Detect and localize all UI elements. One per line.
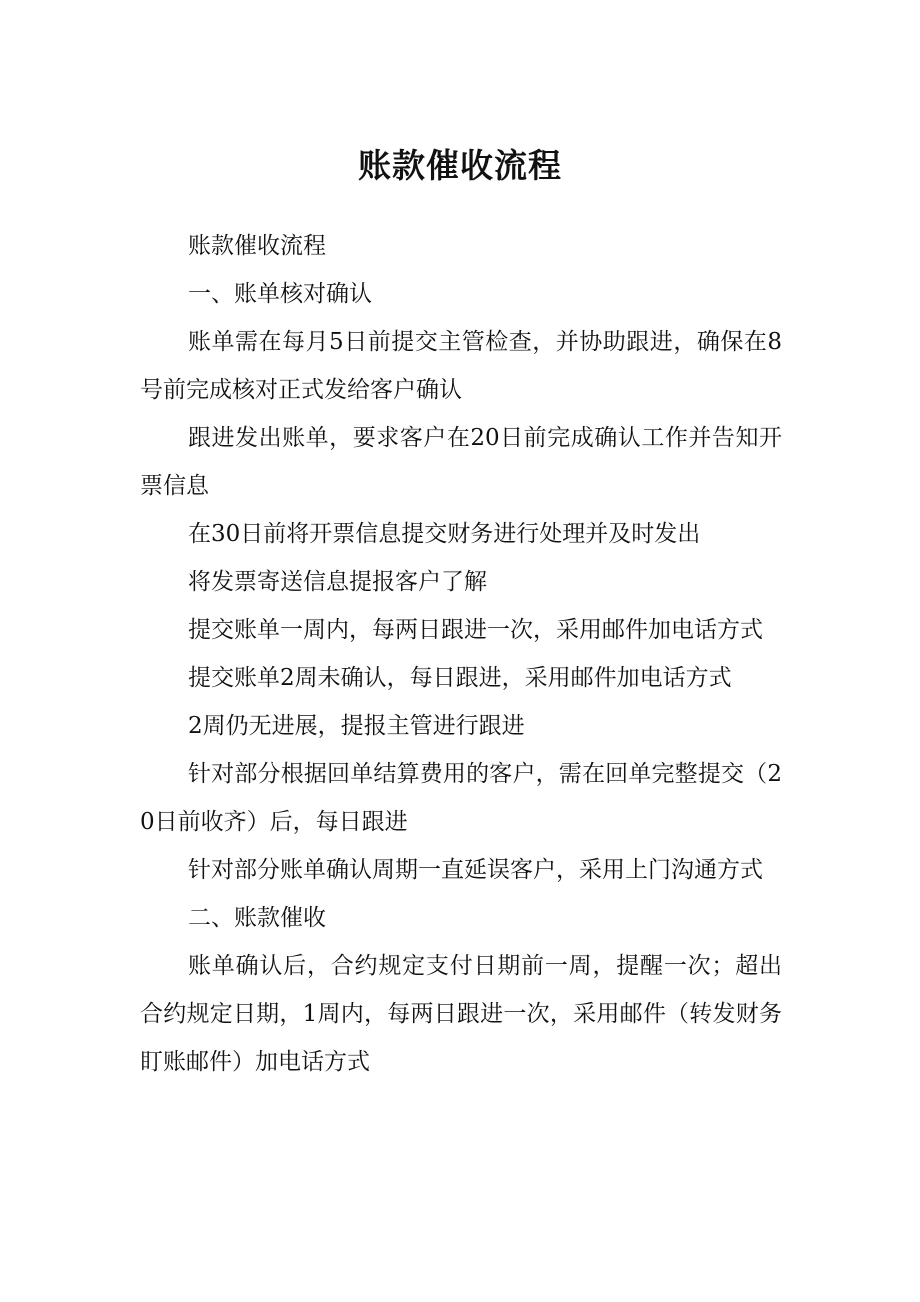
paragraph: 针对部分根据回单结算费用的客户，需在回单完整提交（20日前收齐）后，每日跟进 — [140, 761, 782, 835]
paragraph: 提交账单一周内，每两日跟进一次，采用邮件加电话方式 — [188, 617, 763, 643]
paragraph-heading: 账款催收流程 — [188, 233, 326, 259]
section-heading-1: 一、账单核对确认 — [188, 281, 372, 307]
section-heading-2: 二、账款催收 — [188, 905, 326, 931]
document-body — [140, 222, 782, 1086]
document-title: 账款催收流程 — [358, 146, 562, 185]
paragraph: 提交账单2周未确认，每日跟进，采用邮件加电话方式 — [188, 665, 732, 691]
paragraph: 跟进发出账单，要求客户在20日前完成确认工作并告知开票信息 — [140, 425, 782, 499]
paragraph: 账单需在每月5日前提交主管检查，并协助跟进，确保在8号前完成核对正式发给客户确认 — [140, 329, 782, 403]
paragraph: 将发票寄送信息提报客户了解 — [188, 569, 487, 595]
paragraph: 针对部分账单确认周期一直延误客户，采用上门沟通方式 — [188, 857, 763, 883]
paragraph: 2周仍无进展，提报主管进行跟进 — [188, 713, 525, 739]
paragraph: 账单确认后，合约规定支付日期前一周，提醒一次；超出合约规定日期，1周内，每两日跟进一次，采用邮件（转发财务盯账邮件）加电话方式 — [140, 953, 782, 1075]
paragraph: 在30日前将开票信息提交财务进行处理并及时发出 — [188, 521, 701, 547]
